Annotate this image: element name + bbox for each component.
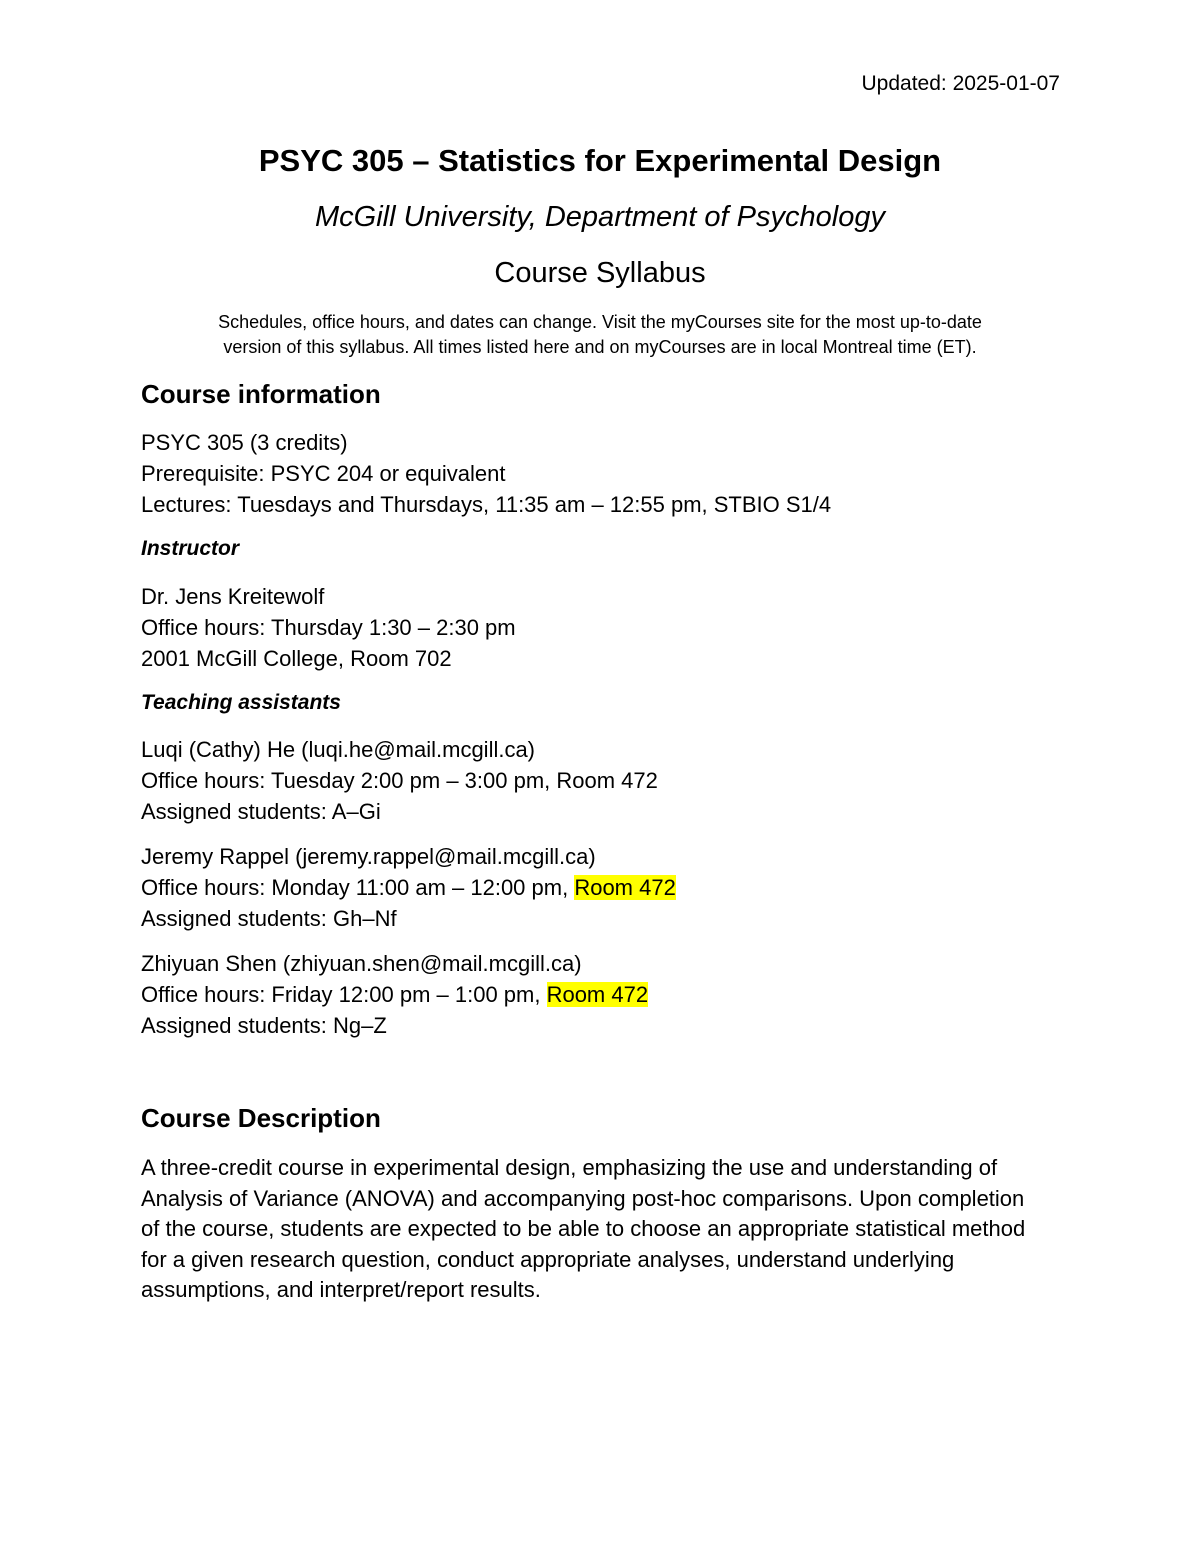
ta-name-email: Jeremy Rappel (jeremy.rappel@mail.mcgill.ca): [141, 844, 596, 869]
course-code-line: PSYC 305 (3 credits): [141, 430, 348, 455]
ta-office-hours: [141, 979, 648, 1010]
course-description-text: A three-credit course in experimental design, emphasizing the use and understanding of Analysis of Variance (ANOVA) and accompanying post-hoc comparisons. Upon completion of the course, students are expected to be able to choose an appropriate statistical method for a given research question, conduct appropriate analyses, understand underlying assumptions, and interpret/report results.: [141, 1155, 1026, 1302]
instructor-heading: Instructor: [141, 537, 240, 560]
teaching-assistants-heading: Teaching assistants: [141, 691, 341, 714]
instructor-office-hours: Office hours: Thursday 1:30 – 2:30 pm: [141, 615, 516, 640]
ta-assigned-students: Assigned students: A–Gi: [141, 799, 381, 824]
ta-entry-rappel: [141, 841, 676, 934]
lectures-line: Lectures: Tuesdays and Thursdays, 11:35 am – 12:55 pm, STBIO S1/4: [141, 492, 832, 517]
department-subtitle: McGill University, Department of Psychology: [315, 201, 885, 233]
notice-line: version of this syllabus. All times listed here and on myCourses are in local Montreal time (ET).: [223, 337, 977, 357]
ta-office-hours-text: Office hours: Monday 11:00 am – 12:00 pm,: [141, 875, 575, 900]
highlighted-room: Room 472: [546, 982, 649, 1007]
instructor-block: [141, 581, 516, 674]
document-type: Course Syllabus: [494, 257, 706, 289]
ta-office-hours: Office hours: Tuesday 2:00 pm – 3:00 pm, Room 472: [141, 768, 658, 793]
instructor-name: Dr. Jens Kreitewolf: [141, 584, 325, 609]
ta-office-hours: [141, 872, 676, 903]
ta-assigned-students: Assigned students: Gh–Nf: [141, 906, 397, 931]
ta-name-email: Luqi (Cathy) He (luqi.he@mail.mcgill.ca): [141, 737, 536, 762]
instructor-location: 2001 McGill College, Room 702: [141, 646, 452, 671]
ta-name-email: Zhiyuan Shen (zhiyuan.shen@mail.mcgill.ca): [141, 951, 582, 976]
course-information-block: [141, 427, 831, 520]
schedule-notice: [140, 310, 1060, 360]
ta-office-hours-text: Office hours: Friday 12:00 pm – 1:00 pm,: [141, 982, 547, 1007]
updated-date: Updated: 2025-01-07: [861, 72, 1060, 95]
highlighted-room: Room 472: [574, 875, 676, 900]
ta-assigned-students: Assigned students: Ng–Z: [141, 1013, 387, 1038]
course-information-heading: Course information: [141, 379, 381, 409]
ta-entry-shen: [141, 948, 648, 1041]
course-description-heading: Course Description: [141, 1103, 381, 1133]
notice-line: Schedules, office hours, and dates can change. Visit the myCourses site for the most up-to-date: [218, 312, 982, 332]
prerequisite-line: Prerequisite: PSYC 204 or equivalent: [141, 461, 506, 486]
course-title: PSYC 305 – Statistics for Experimental Design: [258, 143, 942, 178]
ta-entry-he: [141, 734, 658, 827]
